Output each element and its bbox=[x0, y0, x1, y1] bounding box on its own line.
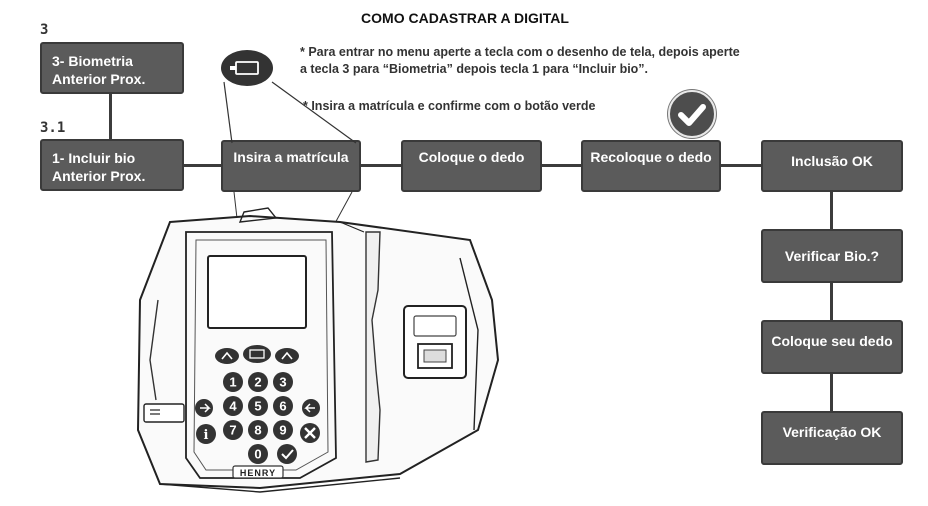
svg-text:1: 1 bbox=[229, 374, 237, 390]
svg-text:9: 9 bbox=[279, 422, 287, 438]
svg-text:0: 0 bbox=[254, 446, 262, 462]
svg-text:4: 4 bbox=[229, 398, 237, 414]
svg-text:i: i bbox=[203, 428, 209, 443]
step-number-3: 3 bbox=[40, 22, 49, 38]
menu-key-callout-icon bbox=[221, 50, 273, 86]
device-card-reader bbox=[144, 404, 184, 422]
flow-inclusao-label: Inclusão OK bbox=[791, 153, 873, 169]
flow-verificacao-label: Verificação OK bbox=[782, 424, 882, 440]
svg-text:8: 8 bbox=[254, 422, 262, 438]
keypad-key-1 bbox=[223, 372, 243, 392]
flow-coloque-label: Coloque o dedo bbox=[418, 149, 525, 165]
keypad-key-0 bbox=[248, 444, 268, 464]
note1-line1: * Para entrar no menu aperte a tecla com o desenho de tela, depois aperte bbox=[300, 45, 740, 59]
keypad-key-7 bbox=[223, 420, 243, 440]
menu-biometria-line2: Anterior Prox. bbox=[52, 71, 146, 87]
keypad-key-4 bbox=[223, 396, 243, 416]
menu-incluir-line2: Anterior Prox. bbox=[52, 168, 146, 184]
svg-text:2: 2 bbox=[254, 374, 262, 390]
keypad-key-5 bbox=[248, 396, 268, 416]
flow-recoloque-label: Recoloque o dedo bbox=[590, 149, 712, 165]
flow-verificar-label: Verificar Bio.? bbox=[784, 248, 880, 264]
keypad-key-8 bbox=[248, 420, 268, 440]
note1-line2: a tecla 3 para “Biometria” depois tecla 1 para “Incluir bio”. bbox=[300, 62, 649, 76]
svg-text:3: 3 bbox=[279, 374, 287, 390]
svg-text:6: 6 bbox=[279, 398, 287, 414]
keypad-key-3 bbox=[273, 372, 293, 392]
step-number-3-1: 3.1 bbox=[40, 120, 66, 136]
instruction-note-2: * Insira a matrícula e confirme com o botão verde bbox=[303, 99, 596, 113]
svg-text:5: 5 bbox=[254, 398, 262, 414]
device-brand-label: HENRY bbox=[239, 468, 277, 478]
svg-text:7: 7 bbox=[229, 422, 237, 438]
device-screen bbox=[208, 256, 306, 328]
menu-biometria-line1: 3- Biometria bbox=[52, 53, 133, 69]
keypad-key-9 bbox=[273, 420, 293, 440]
keypad-confirm-key bbox=[277, 444, 297, 464]
fingerprint-reader bbox=[404, 306, 466, 378]
diagram-title: COMO CADASTRAR A DIGITAL bbox=[361, 10, 569, 26]
callout-line-left bbox=[224, 82, 232, 143]
flow-coloque-seu-label: Coloque seu dedo bbox=[771, 333, 893, 349]
keypad-key-6 bbox=[273, 396, 293, 416]
keypad-key-2 bbox=[248, 372, 268, 392]
menu-incluir-line1: 1- Incluir bio bbox=[52, 150, 136, 166]
flow-matricula-label: Insira a matrícula bbox=[233, 149, 349, 165]
callout-line-right bbox=[272, 82, 356, 143]
